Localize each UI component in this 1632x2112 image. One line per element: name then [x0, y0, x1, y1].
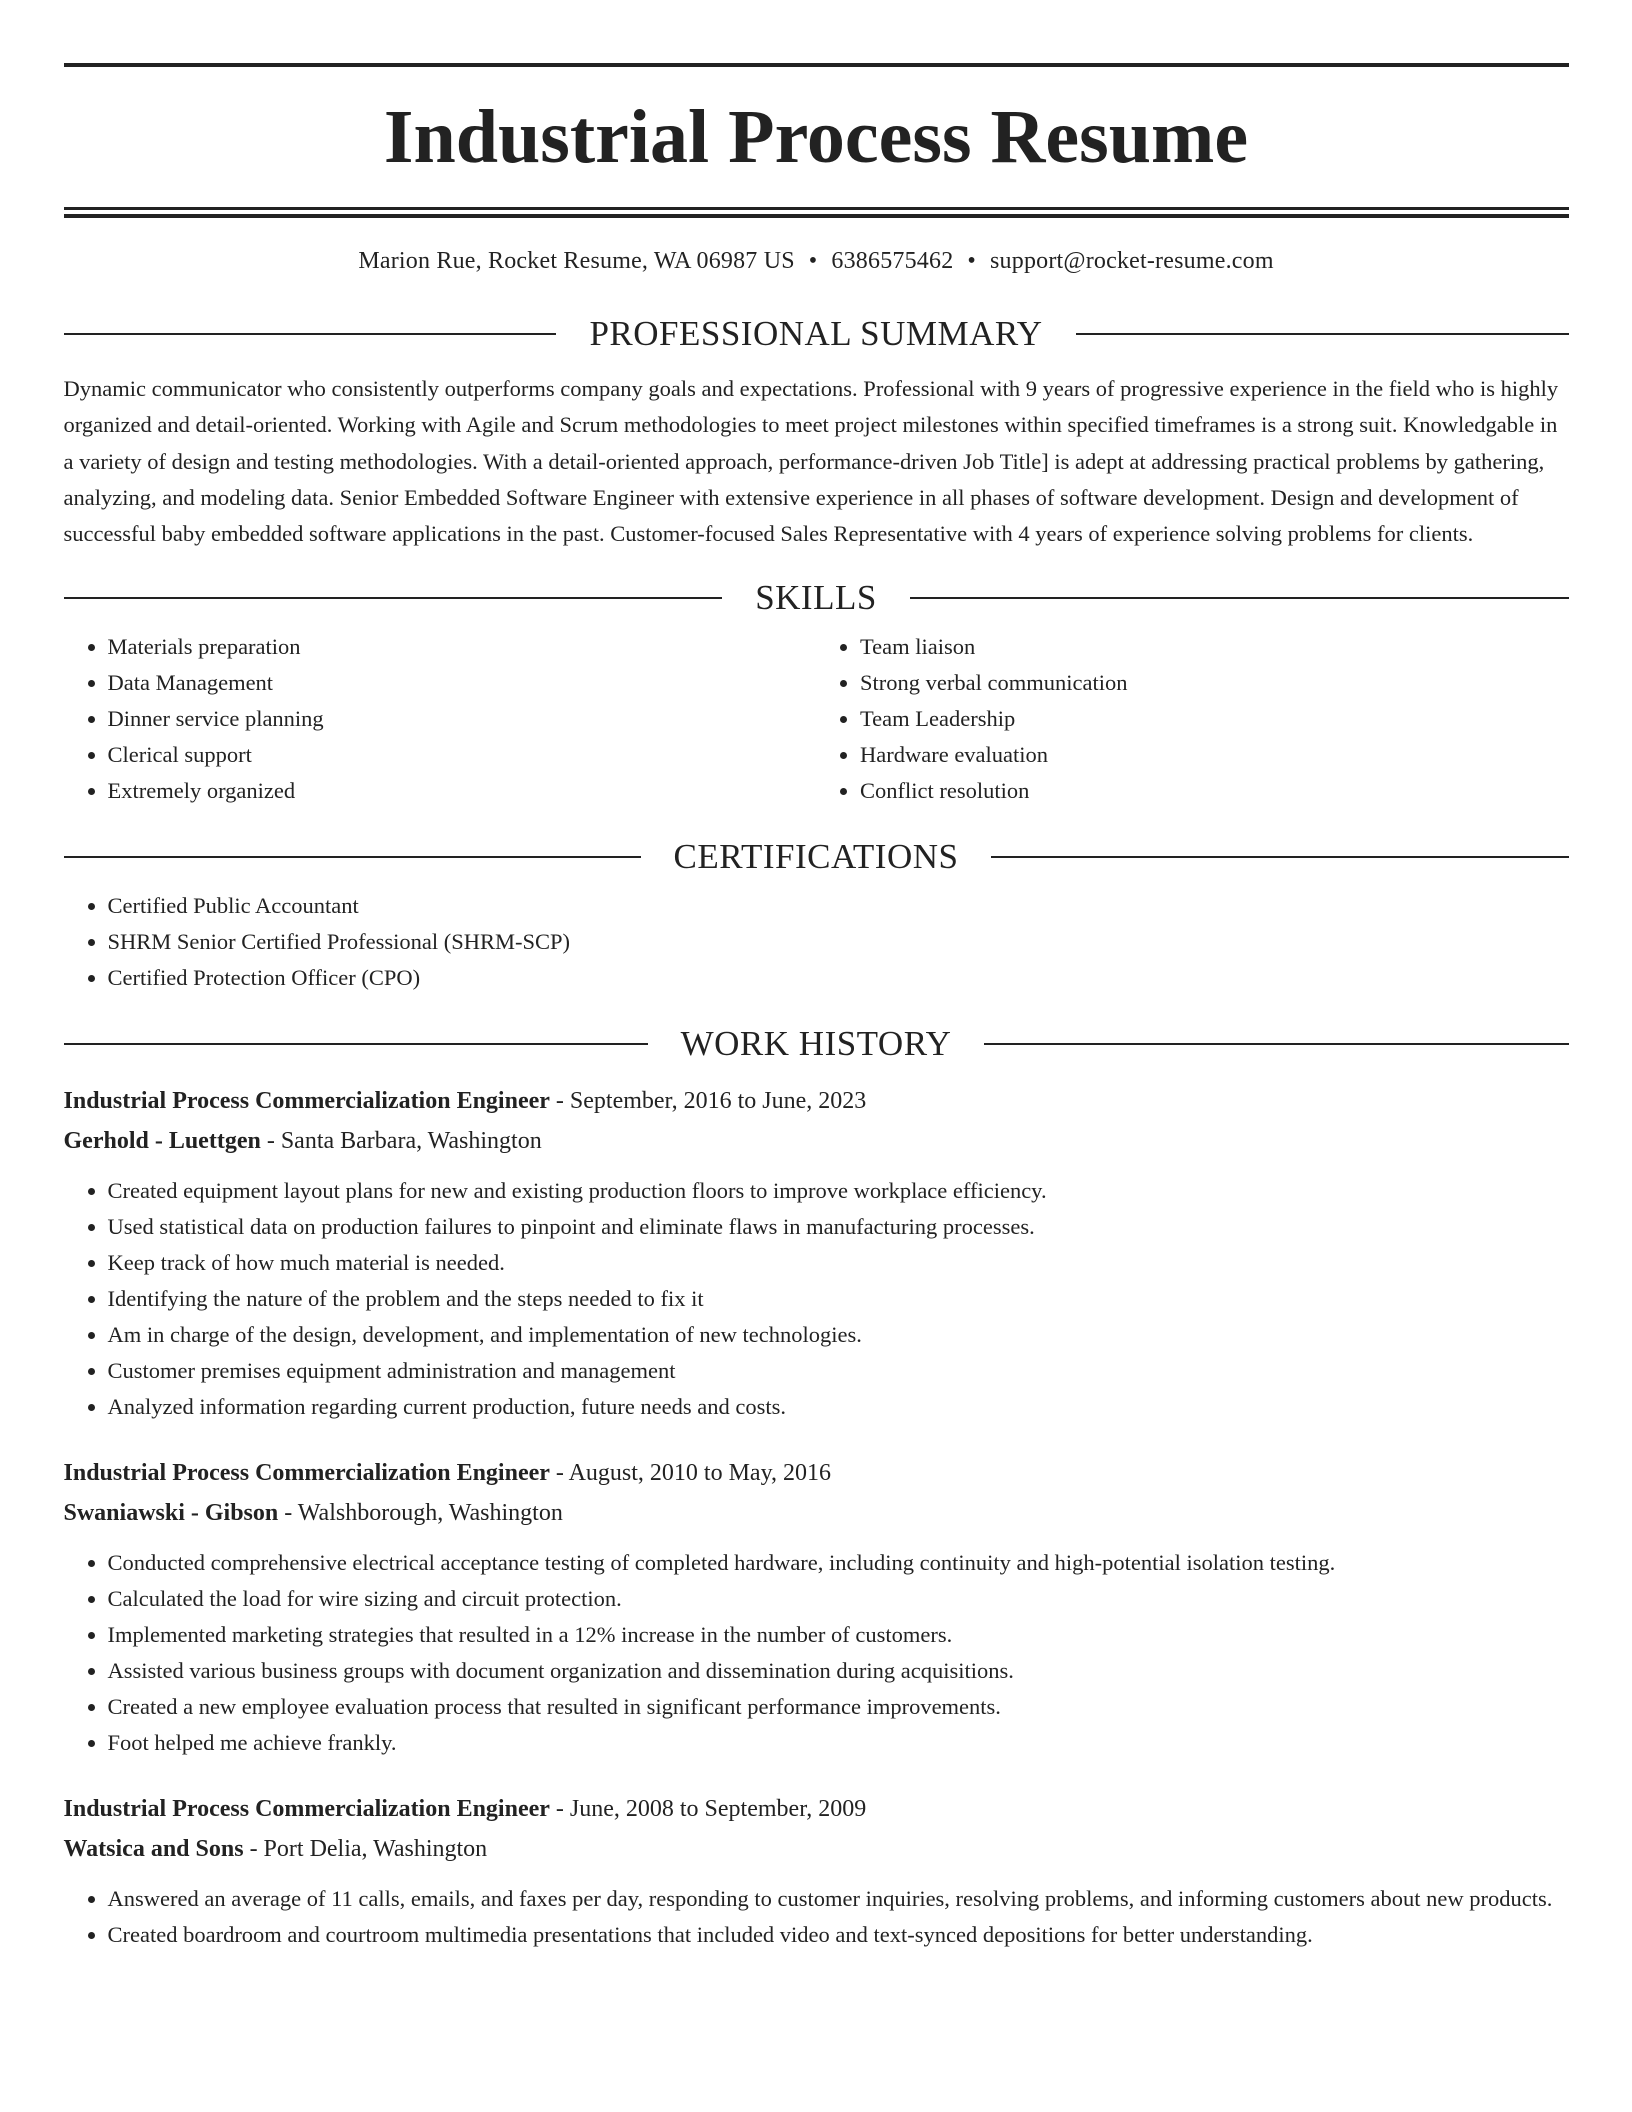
job-duty-item: • Customer premises equipment administration and management — [108, 1353, 1569, 1389]
skill-item: • Team liaison — [860, 629, 1569, 665]
company-name: Gerhold - Luettgen — [63, 1128, 261, 1155]
job-company-line — [64, 1493, 1569, 1533]
job-duty-item: • Answered an average of 11 calls, emails, and faxes per day, responding to customer inquiries, resolving problems, and informing customers about new products. — [108, 1881, 1569, 1917]
work-section-header — [64, 1024, 1569, 1064]
job-dates: - June, 2008 to September, 2009 — [549, 1796, 867, 1823]
resume-page — [64, 0, 1569, 1953]
skills-list-right — [816, 629, 1569, 809]
skill-item: • Clerical support — [108, 737, 817, 773]
job-duty-item: • Am in charge of the design, development, and implementation of new technologies. — [108, 1317, 1569, 1353]
skill-item: • Team Leadership — [860, 701, 1569, 737]
contact-phone: 6386575462 — [831, 248, 954, 274]
top-rule — [64, 63, 1569, 67]
skills-section-header — [64, 578, 1569, 618]
job-duty-item: • Foot helped me achieve frankly. — [108, 1725, 1569, 1761]
job-title: Industrial Process Commercialization Engineer — [63, 1088, 550, 1115]
job-duty-item: • Created a new employee evaluation process that resulted in significant performance improvements. — [108, 1689, 1569, 1725]
skill-item: • Dinner service planning — [108, 701, 817, 737]
job-title-line — [64, 1453, 1569, 1493]
contact-address: Marion Rue, Rocket Resume, WA 06987 US — [358, 248, 795, 274]
certification-item: • Certified Public Accountant — [108, 888, 1569, 924]
certification-item: • SHRM Senior Certified Professional (SHRM-SCP) — [108, 924, 1569, 960]
divider — [1076, 333, 1569, 335]
job-company-line — [64, 1829, 1569, 1869]
divider — [984, 1043, 1568, 1045]
divider — [64, 1043, 648, 1045]
job-title-line — [64, 1081, 1569, 1121]
job-duty-item: • Calculated the load for wire sizing and circuit protection. — [108, 1581, 1569, 1617]
job-duty-item: • Analyzed information regarding current production, future needs and costs. — [108, 1389, 1569, 1425]
divider — [64, 597, 723, 599]
resume-title: Industrial Process Resume — [383, 95, 1249, 179]
skill-item: • Extremely organized — [108, 773, 817, 809]
divider — [64, 856, 641, 858]
summary-section-header — [64, 316, 1569, 351]
company-name: Swaniawski - Gibson — [63, 1500, 279, 1527]
work-history — [64, 1081, 1569, 1953]
contact-email[interactable]: support@rocket-resume.com — [990, 248, 1274, 274]
title-double-rule — [64, 207, 1569, 218]
job-duty-item: • Conducted comprehensive electrical acceptance testing of completed hardware, including continuity and high-potential isolation testing. — [108, 1545, 1569, 1581]
job-duty-item: • Keep track of how much material is needed. — [108, 1245, 1569, 1281]
job-dates: - September, 2016 to June, 2023 — [549, 1088, 867, 1115]
job-entry — [64, 1081, 1569, 1425]
contact-separator: • — [808, 248, 818, 274]
certifications-section-header — [64, 837, 1569, 877]
job-duties-list — [64, 1881, 1569, 1953]
contact-line — [64, 248, 1569, 282]
job-duty-item: • Used statistical data on production failures to pinpoint and eliminate flaws in manufacturing processes. — [108, 1209, 1569, 1245]
job-duty-item: • Created boardroom and courtroom multimedia presentations that included video and text-synced depositions for better understanding. — [108, 1917, 1569, 1953]
job-duties-list — [64, 1173, 1569, 1425]
skill-item: • Materials preparation — [108, 629, 817, 665]
job-title: Industrial Process Commercialization Engineer — [63, 1460, 550, 1487]
skills-list-left — [64, 629, 817, 809]
certifications-list — [64, 888, 1569, 996]
job-duty-item: • Implemented marketing strategies that resulted in a 12% increase in the number of customers. — [108, 1617, 1569, 1653]
skill-item: • Hardware evaluation — [860, 737, 1569, 773]
skills-heading: SKILLS — [755, 578, 877, 618]
skill-item: • Strong verbal communication — [860, 665, 1569, 701]
skill-item: • Data Management — [108, 665, 817, 701]
summary-text: Dynamic communicator who consistently outperforms company goals and expectations. Professional with 9 years of progressive experience in the field who is highly organized and detail-oriented. Working with Agile and Scrum methodologies to meet project milestones within specified timeframes is a strong suit. Knowledgable in a variety of design and testing methodologies. With a detail-oriented approach, performance-driven Job Title] is adept at addressing practical problems by gathering, analyzing, and modeling data. Senior Embedded Software Engineer with extensive experience in all phases of software development. Design and development of successful baby embedded software applications in the past. Customer-focused Sales Representative with 4 years of experience solving problems for clients. — [63, 376, 1559, 547]
job-duties-list — [64, 1545, 1569, 1761]
company-location: - Walshborough, Washington — [278, 1500, 563, 1527]
work-heading: WORK HISTORY — [680, 1024, 952, 1064]
job-duty-item: • Assisted various business groups with document organization and dissemination during acquisitions. — [108, 1653, 1569, 1689]
job-title: Industrial Process Commercialization Engineer — [63, 1796, 550, 1823]
job-entry — [64, 1453, 1569, 1761]
summary-heading: PROFESSIONAL SUMMARY — [589, 314, 1043, 353]
company-location: - Port Delia, Washington — [243, 1836, 488, 1863]
divider — [991, 856, 1568, 858]
job-title-line — [64, 1789, 1569, 1829]
company-location: - Santa Barbara, Washington — [260, 1128, 542, 1155]
skills-columns — [64, 615, 1569, 809]
divider — [910, 597, 1569, 599]
company-name: Watsica and Sons — [63, 1836, 244, 1863]
divider — [64, 333, 557, 335]
skill-item: • Conflict resolution — [860, 773, 1569, 809]
job-dates: - August, 2010 to May, 2016 — [549, 1460, 832, 1487]
contact-separator: • — [967, 248, 976, 274]
job-entry — [64, 1789, 1569, 1953]
job-company-line — [64, 1121, 1569, 1161]
job-duty-item: • Identifying the nature of the problem and the steps needed to fix it — [108, 1281, 1569, 1317]
job-duty-item: • Created equipment layout plans for new and existing production floors to improve workplace efficiency. — [108, 1173, 1569, 1209]
certification-item: • Certified Protection Officer (CPO) — [108, 960, 1569, 996]
certifications-heading: CERTIFICATIONS — [673, 837, 959, 877]
